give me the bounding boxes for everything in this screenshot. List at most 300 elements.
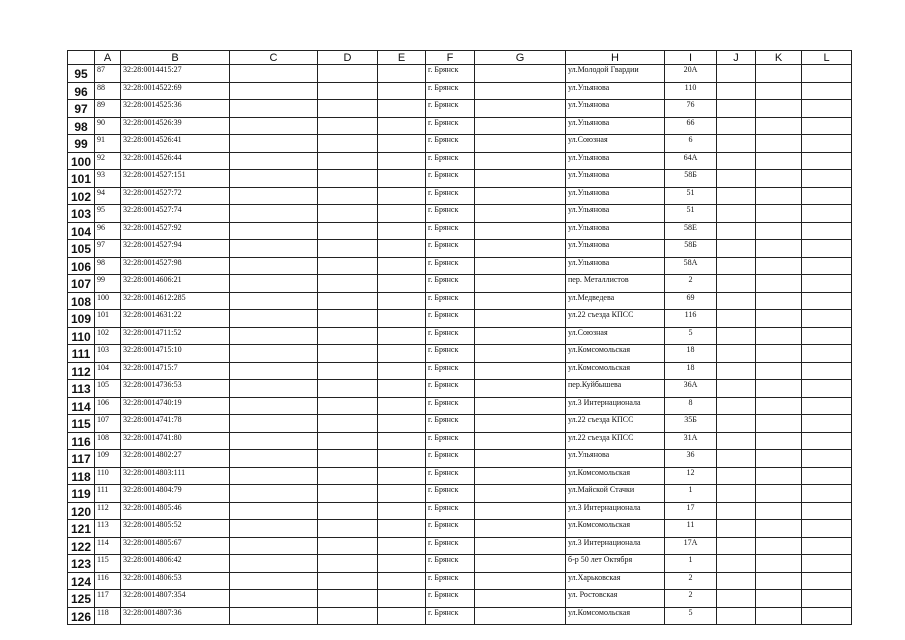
cell-i[interactable]: 18 <box>665 345 717 363</box>
cell-j[interactable] <box>717 240 756 258</box>
cell-a[interactable]: 101 <box>95 310 121 328</box>
cell-k[interactable] <box>756 432 802 450</box>
cell-c[interactable] <box>230 257 318 275</box>
cell-c[interactable] <box>230 555 318 573</box>
cell-l[interactable] <box>802 380 852 398</box>
cell-b[interactable]: 32:28:0014522:69 <box>121 82 230 100</box>
cell-a[interactable]: 112 <box>95 502 121 520</box>
cell-b[interactable]: 32:28:0014715:10 <box>121 345 230 363</box>
cell-b[interactable]: 32:28:0014807:36 <box>121 607 230 625</box>
cell-a[interactable]: 108 <box>95 432 121 450</box>
column-header-h[interactable]: H <box>566 51 665 65</box>
row-number[interactable]: 100 <box>68 152 95 170</box>
cell-j[interactable] <box>717 607 756 625</box>
row-number[interactable]: 104 <box>68 222 95 240</box>
cell-d[interactable] <box>318 485 378 503</box>
cell-i[interactable]: 35Б <box>665 415 717 433</box>
cell-a[interactable]: 100 <box>95 292 121 310</box>
cell-l[interactable] <box>802 520 852 538</box>
cell-i[interactable]: 69 <box>665 292 717 310</box>
cell-f[interactable]: г. Брянск <box>426 310 475 328</box>
cell-h[interactable]: ул.Ульянова <box>566 222 665 240</box>
cell-l[interactable] <box>802 432 852 450</box>
cell-k[interactable] <box>756 275 802 293</box>
cell-j[interactable] <box>717 397 756 415</box>
cell-l[interactable] <box>802 572 852 590</box>
row-number[interactable]: 123 <box>68 555 95 573</box>
cell-l[interactable] <box>802 292 852 310</box>
cell-l[interactable] <box>802 117 852 135</box>
cell-i[interactable]: 64А <box>665 152 717 170</box>
cell-k[interactable] <box>756 380 802 398</box>
cell-a[interactable]: 91 <box>95 135 121 153</box>
cell-g[interactable] <box>475 397 566 415</box>
cell-j[interactable] <box>717 327 756 345</box>
cell-d[interactable] <box>318 310 378 328</box>
cell-i[interactable]: 58Е <box>665 222 717 240</box>
cell-k[interactable] <box>756 520 802 538</box>
cell-e[interactable] <box>378 205 426 223</box>
cell-d[interactable] <box>318 135 378 153</box>
cell-c[interactable] <box>230 310 318 328</box>
cell-i[interactable]: 66 <box>665 117 717 135</box>
cell-e[interactable] <box>378 275 426 293</box>
cell-l[interactable] <box>802 310 852 328</box>
cell-d[interactable] <box>318 292 378 310</box>
cell-c[interactable] <box>230 82 318 100</box>
cell-d[interactable] <box>318 555 378 573</box>
cell-a[interactable]: 95 <box>95 205 121 223</box>
cell-g[interactable] <box>475 502 566 520</box>
cell-h[interactable]: ул.Ульянова <box>566 152 665 170</box>
cell-k[interactable] <box>756 345 802 363</box>
cell-c[interactable] <box>230 415 318 433</box>
cell-l[interactable] <box>802 362 852 380</box>
cell-k[interactable] <box>756 502 802 520</box>
cell-b[interactable]: 32:28:0014741:78 <box>121 415 230 433</box>
cell-b[interactable]: 32:28:0014805:46 <box>121 502 230 520</box>
row-number[interactable]: 105 <box>68 240 95 258</box>
cell-h[interactable]: ул.Медведева <box>566 292 665 310</box>
cell-j[interactable] <box>717 292 756 310</box>
cell-k[interactable] <box>756 397 802 415</box>
cell-f[interactable]: г. Брянск <box>426 555 475 573</box>
row-number[interactable]: 116 <box>68 432 95 450</box>
cell-e[interactable] <box>378 65 426 83</box>
cell-b[interactable]: 32:28:0014805:67 <box>121 537 230 555</box>
cell-i[interactable]: 116 <box>665 310 717 328</box>
cell-k[interactable] <box>756 257 802 275</box>
cell-c[interactable] <box>230 362 318 380</box>
cell-g[interactable] <box>475 590 566 608</box>
cell-j[interactable] <box>717 100 756 118</box>
cell-e[interactable] <box>378 467 426 485</box>
cell-l[interactable] <box>802 327 852 345</box>
cell-h[interactable]: ул.Ульянова <box>566 117 665 135</box>
cell-e[interactable] <box>378 590 426 608</box>
cell-i[interactable]: 8 <box>665 397 717 415</box>
cell-l[interactable] <box>802 257 852 275</box>
cell-g[interactable] <box>475 117 566 135</box>
cell-f[interactable]: г. Брянск <box>426 345 475 363</box>
cell-d[interactable] <box>318 520 378 538</box>
cell-b[interactable]: 32:28:0014803:111 <box>121 467 230 485</box>
cell-f[interactable]: г. Брянск <box>426 450 475 468</box>
row-number[interactable]: 113 <box>68 380 95 398</box>
cell-l[interactable] <box>802 240 852 258</box>
cell-k[interactable] <box>756 135 802 153</box>
row-number[interactable]: 97 <box>68 100 95 118</box>
cell-h[interactable]: ул.Комсомольская <box>566 607 665 625</box>
cell-f[interactable]: г. Брянск <box>426 590 475 608</box>
cell-g[interactable] <box>475 187 566 205</box>
cell-k[interactable] <box>756 310 802 328</box>
cell-j[interactable] <box>717 345 756 363</box>
cell-e[interactable] <box>378 345 426 363</box>
column-header-k[interactable]: K <box>756 51 802 65</box>
cell-b[interactable]: 32:28:0014740:19 <box>121 397 230 415</box>
cell-g[interactable] <box>475 485 566 503</box>
cell-a[interactable]: 87 <box>95 65 121 83</box>
cell-c[interactable] <box>230 502 318 520</box>
cell-k[interactable] <box>756 222 802 240</box>
cell-j[interactable] <box>717 310 756 328</box>
cell-g[interactable] <box>475 135 566 153</box>
row-number[interactable]: 103 <box>68 205 95 223</box>
cell-h[interactable]: ул.Ульянова <box>566 100 665 118</box>
row-number[interactable]: 99 <box>68 135 95 153</box>
row-number[interactable]: 107 <box>68 275 95 293</box>
cell-d[interactable] <box>318 572 378 590</box>
cell-b[interactable]: 32:28:0014525:36 <box>121 100 230 118</box>
cell-k[interactable] <box>756 65 802 83</box>
cell-a[interactable]: 102 <box>95 327 121 345</box>
cell-b[interactable]: 32:28:0014631:22 <box>121 310 230 328</box>
row-number[interactable]: 111 <box>68 345 95 363</box>
cell-b[interactable]: 32:28:0014715:7 <box>121 362 230 380</box>
cell-i[interactable]: 2 <box>665 275 717 293</box>
cell-h[interactable]: ул.22 съезда КПСС <box>566 415 665 433</box>
row-number[interactable]: 98 <box>68 117 95 135</box>
cell-f[interactable]: г. Брянск <box>426 117 475 135</box>
cell-c[interactable] <box>230 205 318 223</box>
cell-g[interactable] <box>475 572 566 590</box>
cell-c[interactable] <box>230 170 318 188</box>
cell-b[interactable]: 32:28:0014527:92 <box>121 222 230 240</box>
cell-c[interactable] <box>230 345 318 363</box>
cell-g[interactable] <box>475 205 566 223</box>
cell-e[interactable] <box>378 572 426 590</box>
cell-i[interactable]: 20А <box>665 65 717 83</box>
cell-b[interactable]: 32:28:0014711:52 <box>121 327 230 345</box>
cell-l[interactable] <box>802 485 852 503</box>
cell-l[interactable] <box>802 205 852 223</box>
cell-k[interactable] <box>756 362 802 380</box>
cell-l[interactable] <box>802 397 852 415</box>
cell-e[interactable] <box>378 135 426 153</box>
cell-i[interactable]: 17 <box>665 502 717 520</box>
cell-d[interactable] <box>318 415 378 433</box>
cell-d[interactable] <box>318 397 378 415</box>
cell-i[interactable]: 58Б <box>665 170 717 188</box>
cell-e[interactable] <box>378 82 426 100</box>
cell-j[interactable] <box>717 537 756 555</box>
cell-e[interactable] <box>378 520 426 538</box>
cell-a[interactable]: 110 <box>95 467 121 485</box>
cell-k[interactable] <box>756 607 802 625</box>
cell-e[interactable] <box>378 415 426 433</box>
cell-c[interactable] <box>230 187 318 205</box>
cell-e[interactable] <box>378 292 426 310</box>
cell-g[interactable] <box>475 607 566 625</box>
cell-k[interactable] <box>756 485 802 503</box>
cell-h[interactable]: ул.Союзная <box>566 135 665 153</box>
cell-f[interactable]: г. Брянск <box>426 572 475 590</box>
cell-h[interactable]: ул.Комсомольская <box>566 362 665 380</box>
cell-k[interactable] <box>756 467 802 485</box>
cell-e[interactable] <box>378 240 426 258</box>
cell-h[interactable]: ул.22 съезда КПСС <box>566 310 665 328</box>
cell-b[interactable]: 32:28:0014527:151 <box>121 170 230 188</box>
cell-e[interactable] <box>378 380 426 398</box>
cell-d[interactable] <box>318 590 378 608</box>
cell-k[interactable] <box>756 555 802 573</box>
cell-a[interactable]: 115 <box>95 555 121 573</box>
cell-d[interactable] <box>318 222 378 240</box>
cell-c[interactable] <box>230 607 318 625</box>
cell-i[interactable]: 17А <box>665 537 717 555</box>
row-number[interactable]: 120 <box>68 502 95 520</box>
cell-j[interactable] <box>717 205 756 223</box>
cell-b[interactable]: 32:28:0014804:79 <box>121 485 230 503</box>
cell-d[interactable] <box>318 82 378 100</box>
cell-k[interactable] <box>756 170 802 188</box>
cell-d[interactable] <box>318 170 378 188</box>
cell-g[interactable] <box>475 100 566 118</box>
cell-j[interactable] <box>717 380 756 398</box>
cell-l[interactable] <box>802 467 852 485</box>
cell-i[interactable]: 2 <box>665 572 717 590</box>
cell-k[interactable] <box>756 537 802 555</box>
cell-l[interactable] <box>802 415 852 433</box>
cell-i[interactable]: 58Б <box>665 240 717 258</box>
cell-j[interactable] <box>717 117 756 135</box>
cell-g[interactable] <box>475 170 566 188</box>
row-number[interactable]: 112 <box>68 362 95 380</box>
cell-c[interactable] <box>230 590 318 608</box>
cell-a[interactable]: 98 <box>95 257 121 275</box>
cell-b[interactable]: 32:28:0014526:44 <box>121 152 230 170</box>
cell-j[interactable] <box>717 485 756 503</box>
cell-j[interactable] <box>717 520 756 538</box>
row-number[interactable]: 115 <box>68 415 95 433</box>
cell-j[interactable] <box>717 572 756 590</box>
cell-h[interactable]: б-р 50 лет Октября <box>566 555 665 573</box>
cell-a[interactable]: 104 <box>95 362 121 380</box>
cell-f[interactable]: г. Брянск <box>426 152 475 170</box>
cell-e[interactable] <box>378 327 426 345</box>
cell-i[interactable]: 36А <box>665 380 717 398</box>
column-header-b[interactable]: B <box>121 51 230 65</box>
cell-h[interactable]: ул.Ульянова <box>566 240 665 258</box>
cell-l[interactable] <box>802 222 852 240</box>
cell-e[interactable] <box>378 502 426 520</box>
cell-a[interactable]: 103 <box>95 345 121 363</box>
cell-h[interactable]: ул.Ульянова <box>566 450 665 468</box>
cell-k[interactable] <box>756 415 802 433</box>
cell-g[interactable] <box>475 240 566 258</box>
cell-e[interactable] <box>378 555 426 573</box>
cell-j[interactable] <box>717 222 756 240</box>
cell-h[interactable]: ул.Ульянова <box>566 187 665 205</box>
cell-e[interactable] <box>378 362 426 380</box>
cell-a[interactable]: 113 <box>95 520 121 538</box>
cell-c[interactable] <box>230 222 318 240</box>
cell-g[interactable] <box>475 537 566 555</box>
cell-i[interactable]: 2 <box>665 590 717 608</box>
cell-d[interactable] <box>318 240 378 258</box>
cell-d[interactable] <box>318 205 378 223</box>
cell-f[interactable]: г. Брянск <box>426 240 475 258</box>
row-number[interactable]: 125 <box>68 590 95 608</box>
row-number[interactable]: 118 <box>68 467 95 485</box>
cell-j[interactable] <box>717 502 756 520</box>
cell-e[interactable] <box>378 485 426 503</box>
row-number[interactable]: 119 <box>68 485 95 503</box>
cell-i[interactable]: 110 <box>665 82 717 100</box>
column-header-c[interactable]: C <box>230 51 318 65</box>
cell-g[interactable] <box>475 450 566 468</box>
cell-e[interactable] <box>378 170 426 188</box>
cell-g[interactable] <box>475 257 566 275</box>
cell-i[interactable]: 1 <box>665 555 717 573</box>
cell-h[interactable]: ул.Харьковская <box>566 572 665 590</box>
cell-e[interactable] <box>378 450 426 468</box>
cell-a[interactable]: 114 <box>95 537 121 555</box>
cell-c[interactable] <box>230 537 318 555</box>
cell-f[interactable]: г. Брянск <box>426 362 475 380</box>
cell-g[interactable] <box>475 432 566 450</box>
cell-h[interactable]: ул.Ульянова <box>566 257 665 275</box>
cell-f[interactable]: г. Брянск <box>426 205 475 223</box>
cell-l[interactable] <box>802 607 852 625</box>
cell-i[interactable]: 12 <box>665 467 717 485</box>
cell-f[interactable]: г. Брянск <box>426 292 475 310</box>
cell-j[interactable] <box>717 187 756 205</box>
cell-g[interactable] <box>475 292 566 310</box>
cell-b[interactable]: 32:28:0014806:53 <box>121 572 230 590</box>
cell-b[interactable]: 32:28:0014526:41 <box>121 135 230 153</box>
cell-g[interactable] <box>475 275 566 293</box>
cell-h[interactable]: ул.Комсомольская <box>566 520 665 538</box>
cell-c[interactable] <box>230 240 318 258</box>
cell-l[interactable] <box>802 590 852 608</box>
cell-l[interactable] <box>802 345 852 363</box>
cell-c[interactable] <box>230 292 318 310</box>
cell-i[interactable]: 51 <box>665 187 717 205</box>
cell-f[interactable]: г. Брянск <box>426 257 475 275</box>
cell-d[interactable] <box>318 467 378 485</box>
cell-i[interactable]: 6 <box>665 135 717 153</box>
cell-c[interactable] <box>230 520 318 538</box>
cell-a[interactable]: 92 <box>95 152 121 170</box>
cell-h[interactable]: ул. Ростовская <box>566 590 665 608</box>
cell-a[interactable]: 118 <box>95 607 121 625</box>
row-number[interactable]: 121 <box>68 520 95 538</box>
cell-i[interactable]: 5 <box>665 607 717 625</box>
cell-h[interactable]: пер.Куйбышева <box>566 380 665 398</box>
cell-h[interactable]: ул.Комсомольская <box>566 467 665 485</box>
cell-b[interactable]: 32:28:0014527:72 <box>121 187 230 205</box>
cell-l[interactable] <box>802 537 852 555</box>
cell-c[interactable] <box>230 485 318 503</box>
cell-a[interactable]: 93 <box>95 170 121 188</box>
cell-d[interactable] <box>318 65 378 83</box>
cell-d[interactable] <box>318 362 378 380</box>
cell-c[interactable] <box>230 432 318 450</box>
cell-f[interactable]: г. Брянск <box>426 170 475 188</box>
row-number[interactable]: 110 <box>68 327 95 345</box>
cell-g[interactable] <box>475 65 566 83</box>
cell-f[interactable]: г. Брянск <box>426 467 475 485</box>
cell-d[interactable] <box>318 152 378 170</box>
cell-i[interactable]: 11 <box>665 520 717 538</box>
cell-j[interactable] <box>717 590 756 608</box>
cell-a[interactable]: 116 <box>95 572 121 590</box>
cell-j[interactable] <box>717 82 756 100</box>
cell-k[interactable] <box>756 82 802 100</box>
cell-a[interactable]: 90 <box>95 117 121 135</box>
cell-c[interactable] <box>230 380 318 398</box>
cell-a[interactable]: 96 <box>95 222 121 240</box>
cell-d[interactable] <box>318 380 378 398</box>
row-number[interactable]: 122 <box>68 537 95 555</box>
cell-i[interactable]: 76 <box>665 100 717 118</box>
cell-j[interactable] <box>717 432 756 450</box>
cell-d[interactable] <box>318 327 378 345</box>
cell-a[interactable]: 109 <box>95 450 121 468</box>
cell-f[interactable]: г. Брянск <box>426 135 475 153</box>
cell-c[interactable] <box>230 572 318 590</box>
cell-k[interactable] <box>756 572 802 590</box>
column-header-g[interactable]: G <box>475 51 566 65</box>
cell-f[interactable]: г. Брянск <box>426 607 475 625</box>
row-number[interactable]: 108 <box>68 292 95 310</box>
cell-l[interactable] <box>802 82 852 100</box>
cell-a[interactable]: 99 <box>95 275 121 293</box>
cell-j[interactable] <box>717 275 756 293</box>
cell-a[interactable]: 89 <box>95 100 121 118</box>
cell-g[interactable] <box>475 415 566 433</box>
cell-e[interactable] <box>378 222 426 240</box>
cell-f[interactable]: г. Брянск <box>426 397 475 415</box>
cell-j[interactable] <box>717 257 756 275</box>
cell-l[interactable] <box>802 450 852 468</box>
cell-i[interactable]: 51 <box>665 205 717 223</box>
row-number[interactable]: 126 <box>68 607 95 625</box>
cell-g[interactable] <box>475 380 566 398</box>
corner-header-cell[interactable] <box>68 51 95 65</box>
row-number[interactable]: 109 <box>68 310 95 328</box>
cell-a[interactable]: 111 <box>95 485 121 503</box>
cell-j[interactable] <box>717 415 756 433</box>
cell-k[interactable] <box>756 450 802 468</box>
cell-j[interactable] <box>717 65 756 83</box>
cell-e[interactable] <box>378 257 426 275</box>
cell-h[interactable]: ул.Ульянова <box>566 82 665 100</box>
cell-e[interactable] <box>378 310 426 328</box>
row-number[interactable]: 124 <box>68 572 95 590</box>
